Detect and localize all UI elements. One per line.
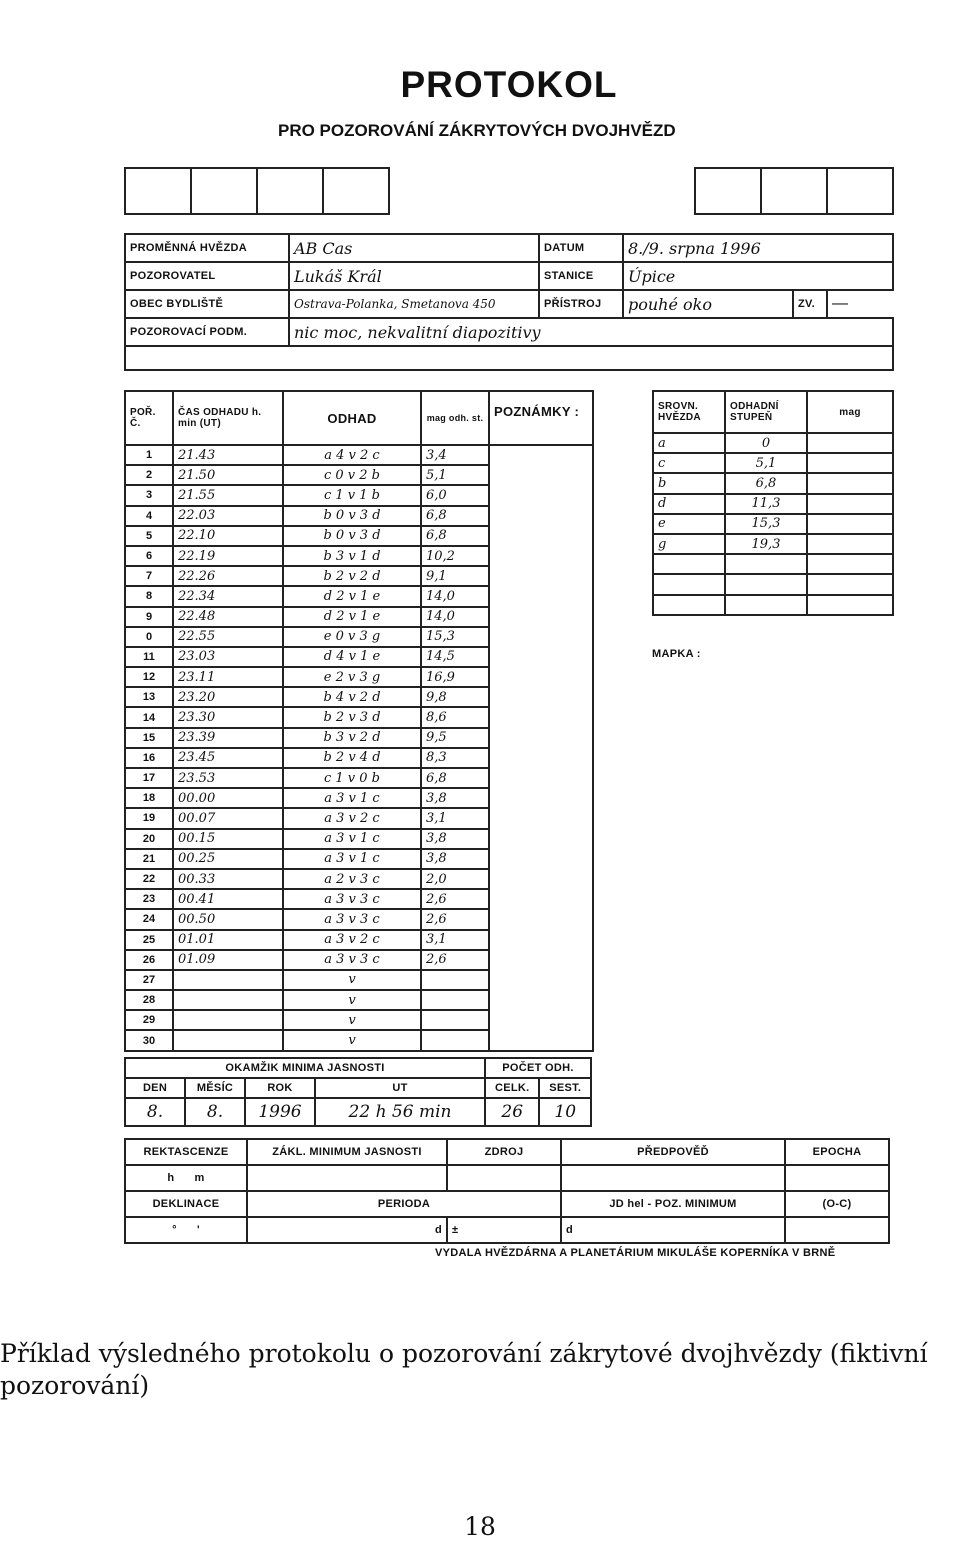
total-label: CELK.: [485, 1078, 539, 1098]
mag-cell: 2,0: [421, 869, 489, 889]
row-number: 4: [125, 506, 173, 526]
blank-row: [125, 346, 893, 370]
mag-cell: 9,1: [421, 566, 489, 586]
code-box: [190, 167, 258, 215]
note-cell: [489, 566, 593, 586]
plus-minus: ±: [447, 1217, 561, 1243]
mag-cell: 6,8: [421, 506, 489, 526]
table-row: [125, 506, 593, 526]
estimate-cell: b 0 v 3 d: [283, 506, 421, 526]
time-cell: 00.25: [173, 849, 283, 869]
mag-cell: 2,6: [421, 950, 489, 970]
estimate-cell: v: [283, 1030, 421, 1050]
row-number: 26: [125, 950, 173, 970]
row-number: 8: [125, 586, 173, 606]
table-row: [125, 586, 593, 606]
time-cell: 00.50: [173, 909, 283, 929]
time-cell: 22.19: [173, 546, 283, 566]
cmp-mag-cell: [807, 433, 893, 453]
time-cell: 22.55: [173, 627, 283, 647]
estimate-cell: d 2 v 1 e: [283, 607, 421, 627]
time-cell: 01.01: [173, 930, 283, 950]
note-cell: [489, 930, 593, 950]
observer-label: POZOROVATEL: [125, 262, 289, 290]
table-row: [653, 534, 893, 554]
note-cell: [489, 1030, 593, 1050]
table-row: [653, 453, 893, 473]
mag-cell: 16,9: [421, 667, 489, 687]
table-row: [125, 748, 593, 768]
cmp-star-cell: c: [653, 453, 725, 473]
row-number: 25: [125, 930, 173, 950]
mag-cell: 3,8: [421, 788, 489, 808]
day-label: DEN: [125, 1078, 185, 1098]
table-row: [125, 768, 593, 788]
estimate-cell: c 0 v 2 b: [283, 465, 421, 485]
jd-minimum-label: JD hel - POZ. MINIMUM: [561, 1191, 785, 1217]
cmp-star-cell: a: [653, 433, 725, 453]
cmp-star-cell: [653, 595, 725, 615]
cmp-mag-cell: [807, 574, 893, 594]
oc-unit: d: [561, 1217, 785, 1243]
row-number: 3: [125, 485, 173, 505]
row-number: 6: [125, 546, 173, 566]
note-cell: [489, 445, 593, 465]
row-number: 7: [125, 566, 173, 586]
table-row: [125, 546, 593, 566]
date-value: 8./9. srpna 1996: [623, 234, 893, 262]
table-row: [125, 607, 593, 627]
cmp-header-star: SROVN. HVĚZDA: [653, 391, 725, 433]
estimate-cell: a 4 v 2 c: [283, 445, 421, 465]
cmp-star-cell: b: [653, 473, 725, 493]
residence-label: OBEC BYDLIŠTĚ: [125, 290, 289, 318]
estimate-cell: a 3 v 3 c: [283, 950, 421, 970]
comparison-table: [652, 390, 894, 616]
mag-cell: 3,8: [421, 829, 489, 849]
mag-cell: [421, 1030, 489, 1050]
page-number: 18: [464, 1512, 496, 1541]
epoch-value: [785, 1165, 889, 1191]
code-box: [826, 167, 894, 215]
note-cell: [489, 586, 593, 606]
cmp-star-cell: [653, 574, 725, 594]
left-code-boxes: [124, 167, 388, 215]
note-cell: [489, 506, 593, 526]
time-cell: 23.20: [173, 687, 283, 707]
row-number: 27: [125, 970, 173, 990]
figure-caption: Příklad výsledného protokolu o pozorování zákrytové dvojhvězdy (fiktivní pozorování): [0, 1339, 928, 1400]
time-cell: 00.07: [173, 808, 283, 828]
cmp-grade-cell: [725, 595, 807, 615]
table-row: [125, 526, 593, 546]
mag-cell: 6,0: [421, 485, 489, 505]
prediction-label: PŘEDPOVĚĎ: [561, 1139, 785, 1165]
time-cell: 22.10: [173, 526, 283, 546]
note-cell: [489, 465, 593, 485]
estimate-cell: b 3 v 1 d: [283, 546, 421, 566]
time-cell: 00.41: [173, 889, 283, 909]
row-number: 5: [125, 526, 173, 546]
row-number: 12: [125, 667, 173, 687]
time-cell: 01.09: [173, 950, 283, 970]
row-number: 13: [125, 687, 173, 707]
code-box: [694, 167, 762, 215]
cmp-grade-cell: 15,3: [725, 514, 807, 534]
table-row: [125, 889, 593, 909]
note-cell: [489, 990, 593, 1010]
table-row: [125, 687, 593, 707]
estimate-cell: e 2 v 3 g: [283, 667, 421, 687]
table-row: [653, 494, 893, 514]
estimate-cell: b 3 v 2 d: [283, 728, 421, 748]
mag-cell: 10,2: [421, 546, 489, 566]
table-row: [125, 707, 593, 727]
estimate-cell: d 4 v 1 e: [283, 647, 421, 667]
row-number: 18: [125, 788, 173, 808]
conditions-value: nic moc, nekvalitní diapozitivy: [289, 318, 893, 346]
time-cell: 23.45: [173, 748, 283, 768]
time-cell: 22.26: [173, 566, 283, 586]
note-cell: [489, 950, 593, 970]
note-cell: [489, 546, 593, 566]
row-number: 16: [125, 748, 173, 768]
time-cell: [173, 1010, 283, 1030]
table-row: [125, 566, 593, 586]
code-box: [760, 167, 828, 215]
note-cell: [489, 707, 593, 727]
note-cell: [489, 909, 593, 929]
time-cell: 23.11: [173, 667, 283, 687]
mag-cell: 9,8: [421, 687, 489, 707]
publisher-note: VYDALA HVĚZDÁRNA A PLANETÁRIUM MIKULÁŠE KOPERNÍKA V BRNĚ: [435, 1247, 836, 1259]
cmp-header-mag: mag: [807, 391, 893, 433]
row-number: 11: [125, 647, 173, 667]
month-value: 8.: [185, 1098, 245, 1126]
note-cell: [489, 970, 593, 990]
estimate-cell: a 3 v 3 c: [283, 889, 421, 909]
note-cell: [489, 768, 593, 788]
table-row: [653, 514, 893, 534]
instrument-label: PŘÍSTROJ: [539, 290, 623, 318]
mag-cell: [421, 970, 489, 990]
form-subtitle: PRO POZOROVÁNÍ ZÁKRYTOVÝCH DVOJHVĚZD: [278, 121, 676, 140]
row-number: 1: [125, 445, 173, 465]
basic-minimum-label: ZÁKL. MINIMUM JASNOSTI: [247, 1139, 447, 1165]
parameters-table: [124, 1138, 890, 1244]
cmp-star-cell: e: [653, 514, 725, 534]
station-value: Úpice: [623, 262, 893, 290]
row-number: 15: [125, 728, 173, 748]
cmp-star-cell: d: [653, 494, 725, 514]
time-cell: 22.34: [173, 586, 283, 606]
note-cell: [489, 607, 593, 627]
zv-value: —: [832, 295, 848, 312]
ra-units: h m: [125, 1165, 247, 1191]
estimate-cell: b 0 v 3 d: [283, 526, 421, 546]
row-number: 22: [125, 869, 173, 889]
row-number: 20: [125, 829, 173, 849]
form-title: PROTOKOL: [400, 64, 618, 105]
mag-cell: 2,6: [421, 909, 489, 929]
year-label: ROK: [245, 1078, 315, 1098]
observations-table: [124, 390, 594, 1052]
estimate-cell: a 3 v 3 c: [283, 909, 421, 929]
time-cell: 00.00: [173, 788, 283, 808]
note-cell: [489, 526, 593, 546]
ut-label: UT: [315, 1078, 485, 1098]
table-row: [125, 970, 593, 990]
code-box: [124, 167, 192, 215]
note-cell: [489, 667, 593, 687]
time-cell: 22.03: [173, 506, 283, 526]
obs-header-number: POŘ. Č.: [125, 391, 173, 445]
mag-cell: 14,0: [421, 586, 489, 606]
note-cell: [489, 687, 593, 707]
obs-header-estimate: ODHAD: [283, 391, 421, 445]
row-number: 21: [125, 849, 173, 869]
prediction-value: [561, 1165, 785, 1191]
time-cell: 23.53: [173, 768, 283, 788]
estimate-cell: v: [283, 970, 421, 990]
note-cell: [489, 849, 593, 869]
table-row: [653, 574, 893, 594]
note-cell: [489, 829, 593, 849]
table-row: [125, 808, 593, 828]
code-box: [256, 167, 324, 215]
row-number: 19: [125, 808, 173, 828]
table-row: [125, 788, 593, 808]
ra-label: REKTASCENZE: [125, 1139, 247, 1165]
basic-minimum-value: [247, 1165, 447, 1191]
cmp-mag-cell: [807, 494, 893, 514]
selected-label: SEST.: [539, 1078, 591, 1098]
estimate-cell: e 0 v 3 g: [283, 627, 421, 647]
instrument-value: pouhé oko: [623, 290, 793, 318]
cmp-grade-cell: [725, 574, 807, 594]
table-row: [653, 473, 893, 493]
mag-cell: [421, 1010, 489, 1030]
row-number: 2: [125, 465, 173, 485]
estimate-cell: b 4 v 2 d: [283, 687, 421, 707]
date-label: DATUM: [539, 234, 623, 262]
time-cell: 21.50: [173, 465, 283, 485]
time-cell: 00.15: [173, 829, 283, 849]
residence-value: Ostrava-Polanka, Smetanova 450: [289, 290, 539, 318]
selected-value: 10: [539, 1098, 591, 1126]
month-label: MĚSÍC: [185, 1078, 245, 1098]
cmp-mag-cell: [807, 595, 893, 615]
table-row: [653, 595, 893, 615]
period-label: PERIODA: [247, 1191, 561, 1217]
cmp-grade-cell: 0: [725, 433, 807, 453]
table-row: [125, 627, 593, 647]
estimate-cell: a 3 v 1 c: [283, 788, 421, 808]
row-number: 9: [125, 607, 173, 627]
row-number: 28: [125, 990, 173, 1010]
obs-header-notes: POZNÁMKY :: [489, 391, 593, 445]
mag-cell: 6,8: [421, 768, 489, 788]
note-cell: [489, 808, 593, 828]
time-cell: 21.55: [173, 485, 283, 505]
note-cell: [489, 788, 593, 808]
mag-cell: 8,6: [421, 707, 489, 727]
row-number: 0: [125, 627, 173, 647]
table-row: [125, 1010, 593, 1030]
time-cell: [173, 1030, 283, 1050]
table-row: [125, 647, 593, 667]
cmp-star-cell: [653, 554, 725, 574]
mag-cell: 9,5: [421, 728, 489, 748]
oc-value: [785, 1217, 889, 1243]
estimate-cell: a 3 v 2 c: [283, 808, 421, 828]
cmp-mag-cell: [807, 453, 893, 473]
table-row: [653, 433, 893, 453]
cmp-mag-cell: [807, 554, 893, 574]
time-cell: 00.33: [173, 869, 283, 889]
estimate-cell: b 2 v 3 d: [283, 707, 421, 727]
obs-header-mag: mag odh. st.: [421, 391, 489, 445]
mag-cell: 5,1: [421, 465, 489, 485]
observer-value: Lukáš Král: [289, 262, 539, 290]
note-cell: [489, 627, 593, 647]
note-cell: [489, 728, 593, 748]
estimate-cell: v: [283, 990, 421, 1010]
note-cell: [489, 485, 593, 505]
estimate-cell: d 2 v 1 e: [283, 586, 421, 606]
zv-label: ZV.: [793, 290, 827, 318]
minimum-title: OKAMŽIK MINIMA JASNOSTI: [125, 1058, 485, 1078]
mag-cell: 14,0: [421, 607, 489, 627]
table-row: [125, 849, 593, 869]
note-cell: [489, 889, 593, 909]
header-table: [124, 233, 894, 371]
mag-cell: 2,6: [421, 889, 489, 909]
estimate-cell: v: [283, 1010, 421, 1030]
row-number: 24: [125, 909, 173, 929]
dec-label: DEKLINACE: [125, 1191, 247, 1217]
cmp-mag-cell: [807, 514, 893, 534]
table-row: [125, 909, 593, 929]
note-cell: [489, 869, 593, 889]
dec-units: ° ': [125, 1217, 247, 1243]
mag-cell: [421, 990, 489, 1010]
variable-star-value: AB Cas: [289, 234, 539, 262]
mag-cell: 15,3: [421, 627, 489, 647]
table-row: [125, 990, 593, 1010]
table-row: [125, 950, 593, 970]
total-value: 26: [485, 1098, 539, 1126]
table-row: [125, 869, 593, 889]
cmp-star-cell: g: [653, 534, 725, 554]
right-code-boxes: [694, 167, 892, 215]
table-row: [125, 1030, 593, 1050]
note-cell: [489, 1010, 593, 1030]
conditions-label: POZOROVACÍ PODM.: [125, 318, 289, 346]
mag-cell: 3,1: [421, 808, 489, 828]
mag-cell: 3,4: [421, 445, 489, 465]
time-cell: 23.39: [173, 728, 283, 748]
cmp-mag-cell: [807, 473, 893, 493]
time-cell: 23.30: [173, 707, 283, 727]
epoch-label: EPOCHA: [785, 1139, 889, 1165]
mag-cell: 3,1: [421, 930, 489, 950]
table-row: [653, 554, 893, 574]
mag-cell: 3,8: [421, 849, 489, 869]
cmp-mag-cell: [807, 534, 893, 554]
time-cell: [173, 970, 283, 990]
cmp-grade-cell: 6,8: [725, 473, 807, 493]
row-number: 29: [125, 1010, 173, 1030]
cmp-header-grade: ODHADNÍ STUPEŇ: [725, 391, 807, 433]
table-row: [125, 930, 593, 950]
count-title: POČET ODH.: [485, 1058, 591, 1078]
table-row: [125, 829, 593, 849]
estimate-cell: b 2 v 2 d: [283, 566, 421, 586]
source-label: ZDROJ: [447, 1139, 561, 1165]
cmp-grade-cell: 11,3: [725, 494, 807, 514]
mag-cell: 14,5: [421, 647, 489, 667]
time-cell: [173, 990, 283, 1010]
note-cell: [489, 748, 593, 768]
station-label: STANICE: [539, 262, 623, 290]
cmp-grade-cell: 19,3: [725, 534, 807, 554]
table-row: [125, 465, 593, 485]
estimate-cell: c 1 v 1 b: [283, 485, 421, 505]
row-number: 14: [125, 707, 173, 727]
oc-label: (O-C): [785, 1191, 889, 1217]
cmp-grade-cell: [725, 554, 807, 574]
variable-star-label: PROMĚNNÁ HVĚZDA: [125, 234, 289, 262]
source-value: [447, 1165, 561, 1191]
note-cell: [489, 647, 593, 667]
estimate-cell: a 2 v 3 c: [283, 869, 421, 889]
row-number: 17: [125, 768, 173, 788]
time-cell: 21.43: [173, 445, 283, 465]
code-box: [322, 167, 390, 215]
table-row: [125, 667, 593, 687]
table-row: [125, 445, 593, 465]
table-row: [125, 485, 593, 505]
estimate-cell: a 3 v 2 c: [283, 930, 421, 950]
table-row: [125, 728, 593, 748]
cmp-grade-cell: 5,1: [725, 453, 807, 473]
minimum-table: [124, 1057, 592, 1127]
row-number: 23: [125, 889, 173, 909]
ut-value: 22 h 56 min: [315, 1098, 485, 1126]
time-cell: 23.03: [173, 647, 283, 667]
period-unit: d: [247, 1217, 447, 1243]
estimate-cell: a 3 v 1 c: [283, 849, 421, 869]
estimate-cell: c 1 v 0 b: [283, 768, 421, 788]
mag-cell: 8,3: [421, 748, 489, 768]
estimate-cell: b 2 v 4 d: [283, 748, 421, 768]
estimate-cell: a 3 v 1 c: [283, 829, 421, 849]
time-cell: 22.48: [173, 607, 283, 627]
obs-header-time: ČAS ODHADU h. min (UT): [173, 391, 283, 445]
day-value: 8.: [125, 1098, 185, 1126]
map-label: MAPKA :: [652, 648, 701, 660]
row-number: 30: [125, 1030, 173, 1050]
mag-cell: 6,8: [421, 526, 489, 546]
year-value: 1996: [245, 1098, 315, 1126]
